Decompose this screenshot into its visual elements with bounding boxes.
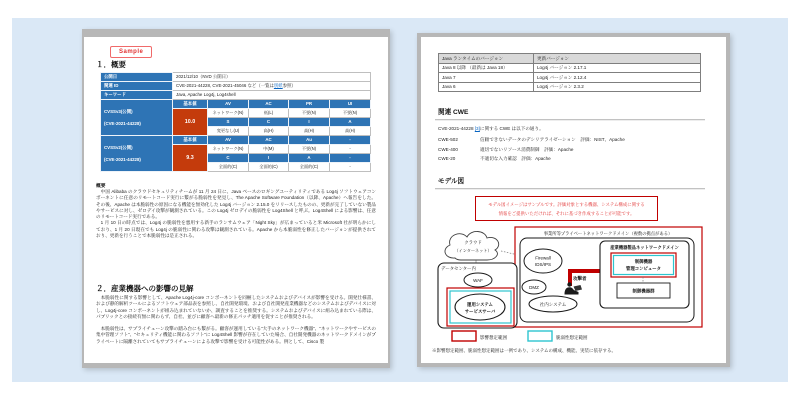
impact-paragraph-2: 本脆弱性は、サプライチェーン攻撃の踏み台にも繋がる。顧客が運用している“大手のネットワーク機器”、“ネットワークやサービスの集中管理ソフト”、“セキュリティ機能に関わるソフト”に Log4Shell 影響が存在していた場合、自社開発機器のネットワークドメインがプライベートに隔離されていてもサプライチェーンによる攻撃で影響を受ける可能性がある。例として、Cisco 製 bbox=[96, 326, 376, 344]
controller-pc-label-1: 制御機器 bbox=[634, 259, 653, 264]
document-page-1 bbox=[82, 29, 390, 368]
waf-label: WAF bbox=[473, 278, 483, 283]
cvss3-av-value: ネットワーク(N) bbox=[208, 109, 249, 118]
impact-paragraphs bbox=[96, 295, 376, 345]
cvss3-base-score: 10.0 bbox=[173, 109, 208, 136]
related-id-text: CVE-2021-44228, CVE-2021-45046 など（一覧は bbox=[176, 83, 274, 89]
note-line-2: 情報をご提供いただければ、それに基づき作成することが可能です。 bbox=[498, 211, 635, 216]
cwe-item-502 bbox=[438, 137, 625, 143]
page-1-content bbox=[84, 37, 388, 363]
overview-paragraph-1: 中国 Alibaba のクラウドセキュリティチームが 11 月 24 日に、Java ベースのロギングユーティリティである Log4j ソフトウェアコンポーネントに任意のリモートコード実行に繋がる脆弱性を発見し、The Apache Software Foundation（以降、Apache）へ報告をした。その後、Apache は本脆弱性の原因になる機能を無効化した Log4j バージョン 2.15.0 をリリースしたものの、更新が完了していない製品やサービスに対し、ゼロデイ攻撃が観測されている。この Log4j ゼロデイの脆弱性を Log4Shell と呼ぶ。Log4Shell による影響は、任意のリモートコード実行である。 bbox=[96, 189, 376, 220]
firewall-label-2: IDS/IPS bbox=[534, 262, 552, 267]
cvss3-a-value: 高(H) bbox=[330, 127, 371, 136]
overview-label: 概要 bbox=[96, 184, 106, 189]
update-version-header: 更新バージョン bbox=[534, 54, 701, 64]
section-2-heading: ２．産業機器への影響の見解 bbox=[96, 284, 194, 293]
cvss3-av-header: AV bbox=[208, 100, 249, 109]
cvss2-c-value: 全面的(C) bbox=[208, 163, 249, 172]
overview-paragraphs bbox=[96, 189, 376, 239]
java7-cell: Java 7 bbox=[439, 73, 534, 83]
table-row bbox=[439, 63, 701, 73]
sample-watermark-badge: Sample bbox=[110, 46, 152, 58]
cwe-item-400 bbox=[438, 147, 573, 153]
document-page-2 bbox=[417, 33, 730, 367]
firewall-node bbox=[524, 249, 562, 273]
java7-version-cell: Log4j バージョン 2.12.4 bbox=[534, 73, 701, 83]
cwe-20-id: CWE-20 bbox=[438, 156, 456, 161]
java6-version-cell: Log4j バージョン 2.3.2 bbox=[534, 82, 701, 92]
cvss3-pr-value: 不要(N) bbox=[289, 109, 330, 118]
table-row bbox=[439, 73, 701, 83]
cvss3-header-row bbox=[101, 100, 371, 109]
cvss3-i-value: 高(H) bbox=[289, 127, 330, 136]
table-row bbox=[101, 91, 371, 100]
cvss3-c-value: 高(H) bbox=[249, 127, 289, 136]
related-id-label: 関連 ID bbox=[101, 82, 173, 91]
office-domain-label: 事業所等プライベートネットワークドメイン（複数の拠点がある） bbox=[543, 231, 673, 236]
published-date-value: 2021/12/10（NVD 公開日） bbox=[173, 73, 371, 82]
legend-vuln-swatch bbox=[528, 331, 552, 341]
attacker-label: 攻撃者 bbox=[573, 276, 587, 281]
model-note-box bbox=[475, 196, 658, 221]
related-id-suffix: 参照） bbox=[282, 83, 296, 89]
cvss2-dash2-value: - bbox=[330, 163, 371, 172]
cvss2-i-value: 全面的(C) bbox=[249, 163, 289, 172]
cvss3-cve: (CVE-2021-44228) bbox=[104, 121, 141, 126]
table-row bbox=[101, 82, 371, 91]
java8-cell: Java 8 以降 （最新は Java 18） bbox=[439, 63, 534, 73]
legend-vuln-label: 脆弱性想定範囲 bbox=[556, 335, 588, 340]
cvss3-ui-value: 不要(N) bbox=[330, 109, 371, 118]
cvss2-cve: (CVE-2021-44228) bbox=[104, 157, 141, 162]
keyword-value: Java, Apache Log4j, Log4shell bbox=[173, 91, 371, 100]
cvss2-au-value: 不要(N) bbox=[289, 145, 330, 154]
cwe-intro-line bbox=[438, 126, 544, 132]
cloud-shape bbox=[445, 231, 499, 260]
cvss2-ac-value: 中(M) bbox=[249, 145, 289, 154]
cvss3-ac-header: AC bbox=[249, 100, 289, 109]
cvss3-ac-value: 低(L) bbox=[249, 109, 289, 118]
related-id-value bbox=[173, 82, 371, 91]
cvss2-i-header: I bbox=[249, 154, 289, 163]
cvss2-base-score: 9.3 bbox=[173, 145, 208, 172]
cvss2-ac-header: AC bbox=[249, 136, 289, 145]
dmz-label: DMZ bbox=[529, 285, 539, 290]
reference-3-link[interactable]: [3] bbox=[474, 126, 480, 131]
cvss3-c-header: C bbox=[249, 118, 289, 127]
cwe-intro-suffix: に関する CWE は以下の通り。 bbox=[479, 126, 544, 131]
cvss3-s-value: 変更なし(U) bbox=[208, 127, 249, 136]
cvss2-dash-header: - bbox=[330, 136, 371, 145]
java8-version-cell: Log4j バージョン 2.17.1 bbox=[534, 63, 701, 73]
cvss3-ui-header: UI bbox=[330, 100, 371, 109]
table-row bbox=[101, 73, 371, 82]
cvss3-base-label: 基本値 bbox=[173, 100, 208, 109]
cvss2-base-label: 基本値 bbox=[173, 136, 208, 145]
note-line-1: モデル図イメージはサンプルです。評価対象とする機器、システム構成に関する bbox=[488, 202, 645, 207]
cvss2-au-header: Au bbox=[289, 136, 330, 145]
cvss2-av-header: AV bbox=[208, 136, 249, 145]
cwe-intro-prefix: CVE-2021-44228 bbox=[438, 126, 475, 131]
cwe-400-id: CWE-400 bbox=[438, 147, 458, 152]
cwe-item-20 bbox=[438, 156, 551, 162]
ops-server-label-1: 運用システム bbox=[467, 302, 493, 307]
internal-system-label: 社内システム bbox=[539, 302, 567, 307]
cvss2-header-row bbox=[101, 136, 371, 145]
impact-paragraph-1: 本脆弱性に関する影響として、Apache Log4j-core コンポーネントを同梱したシステムおよびデバイスが影響を受ける。開発仕様書、および静的解析ツールによるソフトウェア部品表を参照し、自社開発環境、および自社開発産業機器などのシステムおよびデバイスに対し、Log4j-core コンポーネントが組み込まれていないか、調査することを推奨する。システムおよびデバイスに組み込まれている際は、パブリックとの接続有無に関わらず、自社、並びに顧客へ最新の修正パッチ適用を促すことが推奨される。 bbox=[96, 295, 376, 319]
cvss3-a-header: A bbox=[330, 118, 371, 127]
attachment-link[interactable]: 別紙 bbox=[273, 83, 283, 89]
legend-impact-label: 影響想定範囲 bbox=[480, 335, 507, 340]
table-header-row bbox=[439, 54, 701, 64]
java-runtime-header: Java ランタイムのバージョン bbox=[439, 54, 534, 64]
cwe-20-desc: 不適切な入力確認 評価：Apache bbox=[480, 156, 551, 161]
datacenter-label: データセンター内 bbox=[441, 266, 476, 271]
cvss3-i-header: I bbox=[289, 118, 330, 127]
cvss3-pr-header: PR bbox=[289, 100, 330, 109]
cvss2-dash2-header: - bbox=[330, 154, 371, 163]
cvss2-dash-value: - bbox=[330, 145, 371, 154]
model-diagram-heading: モデル図 bbox=[438, 178, 465, 185]
cvss2-av-value: ネットワーク(N) bbox=[208, 145, 249, 154]
industrial-domain-label: 産業機器製品ネットワークドメイン bbox=[610, 245, 679, 250]
cvss3-s-header: S bbox=[208, 118, 249, 127]
network-model-diagram bbox=[431, 222, 721, 345]
ops-server-label-2: サービスサーバ bbox=[464, 309, 496, 314]
cloud-label-1: クラウド bbox=[464, 240, 482, 245]
cvss2-label-cell bbox=[101, 136, 173, 172]
cwe-502-id: CWE-502 bbox=[438, 137, 458, 142]
cloud-label-2: （インターネット） bbox=[454, 248, 492, 253]
ops-server-node bbox=[455, 294, 505, 320]
java6-cell: Java 6 bbox=[439, 82, 534, 92]
controller-group-label: 制御機器群 bbox=[632, 288, 655, 294]
section-1-heading: １．概要 bbox=[96, 60, 126, 69]
related-cwe-heading: 関連 CWE bbox=[438, 109, 469, 116]
firewall-label-1: Firewall bbox=[535, 255, 551, 261]
legend-impact-swatch bbox=[452, 331, 476, 341]
java-update-version-table bbox=[438, 53, 701, 92]
cvss3-name: CVSSv3(公開) bbox=[104, 108, 133, 114]
diagram-footnote: ※影響想定範囲、脆弱性想定範囲は一例であり、システムの構成、機能、実装に依存する。 bbox=[432, 348, 617, 353]
published-date-label: 公開日 bbox=[101, 73, 173, 82]
overview-paragraph-2: 1 月 10 日の時点では、Log4j の脆弱性を悪用する新手のランサムウェア「Night Sky」が広まっていると米 Microsoft 社が明らかにしており、1 月 20 日現在でも Log4j の脆弱性に関わる攻撃は観測されている。Apache から本脆弱性を修正したバージョンが提供されており、更新を行うことで本脆弱性は是正される。 bbox=[96, 220, 376, 239]
cwe-400-desc: 適切でないリソース消費制御 評価：Apache bbox=[480, 147, 574, 152]
keyword-label: キーワード bbox=[101, 91, 173, 100]
cvss3-label-cell bbox=[101, 100, 173, 136]
cvss2-c-header: C bbox=[208, 154, 249, 163]
cvss2-a-header: A bbox=[289, 154, 330, 163]
page-2-content bbox=[421, 37, 726, 363]
vulnerability-summary-table bbox=[100, 72, 371, 172]
cvss2-name: CVSSv2(公開) bbox=[104, 144, 133, 150]
cvss2-a-value: 全面的(C) bbox=[289, 163, 330, 172]
divider bbox=[435, 119, 705, 121]
controller-pc-label-2: 管理コンピュータ bbox=[625, 266, 662, 271]
table-row bbox=[439, 82, 701, 92]
cwe-502-desc: 信頼できないデータのデシリアライゼーション 評価：NIST、Apache bbox=[480, 137, 625, 142]
divider bbox=[435, 188, 705, 190]
